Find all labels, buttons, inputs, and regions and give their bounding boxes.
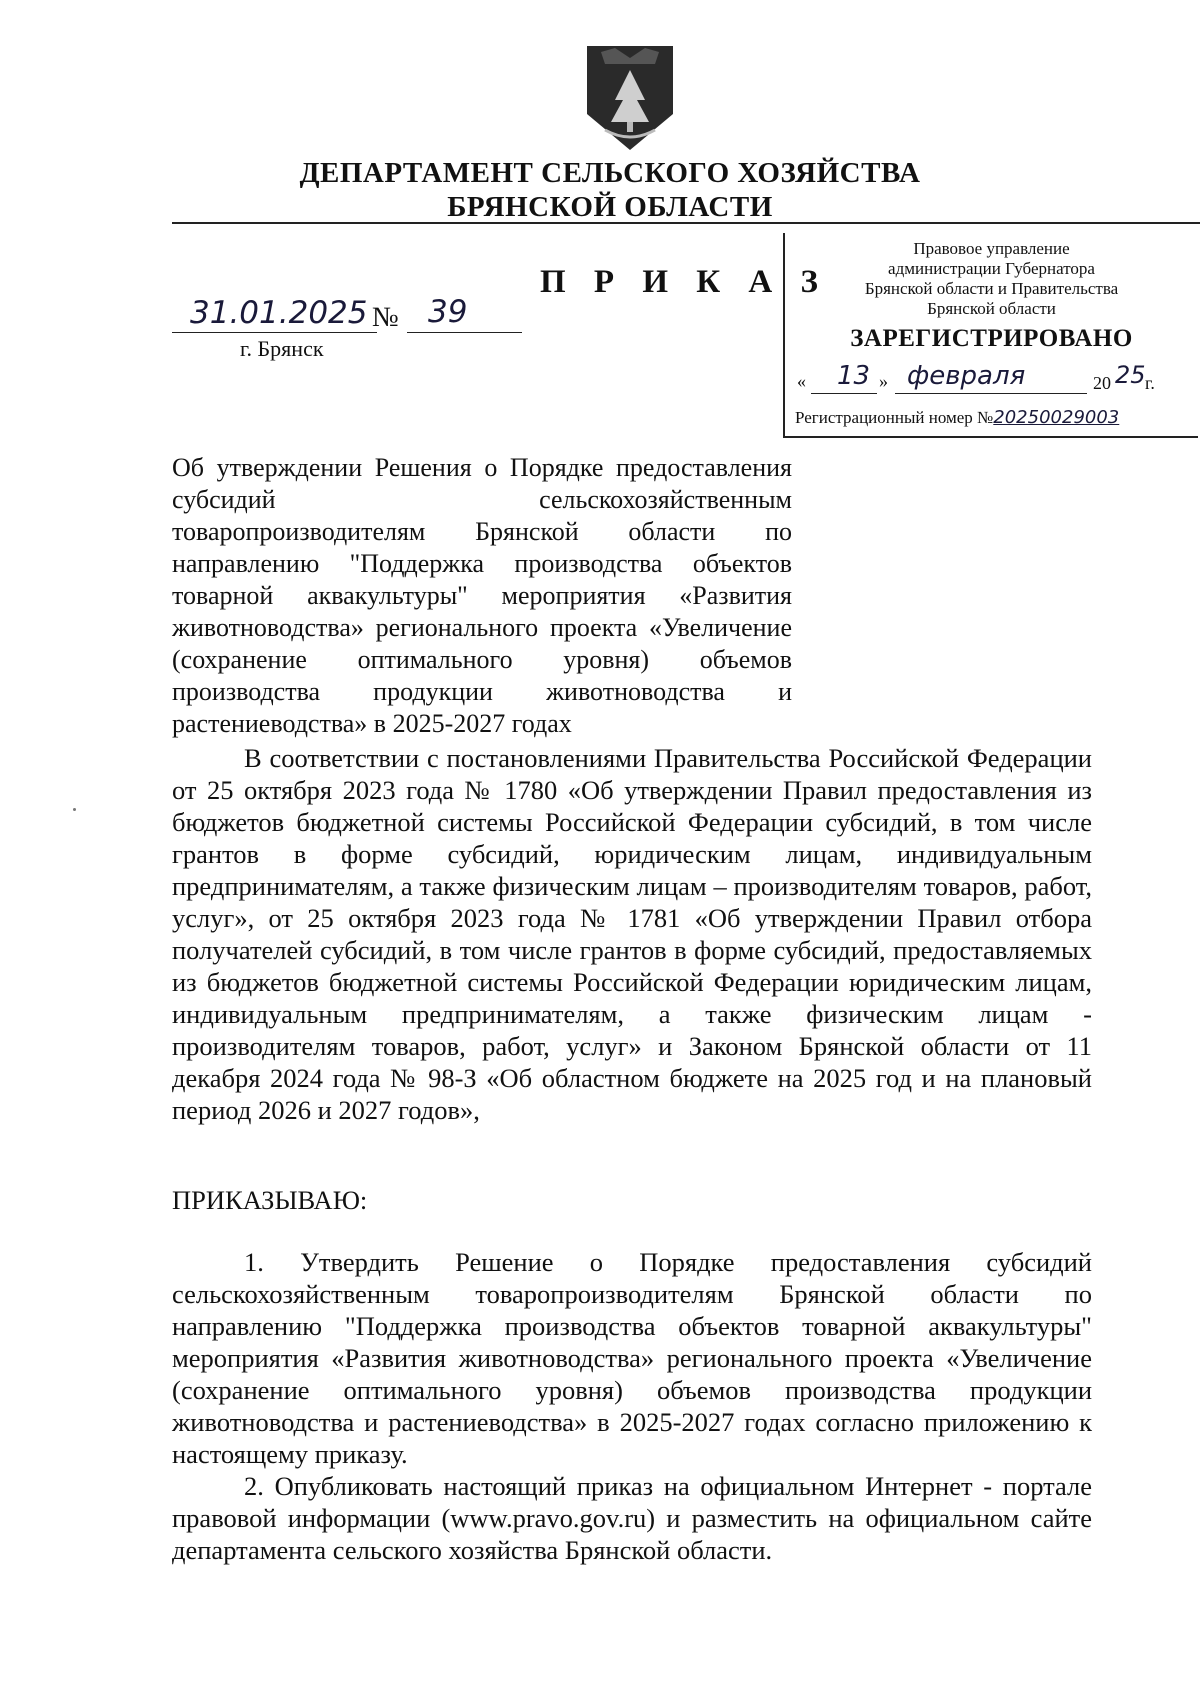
stamp-year-suffix: г. bbox=[1145, 373, 1155, 393]
order-date: 31.01.2025 bbox=[190, 295, 368, 331]
order-item-1: 1. Утвердить Решение о Порядке предоставления субсидий сельскохозяйственным товаропроизводителям Брянской области по направлению "Поддержка производства объектов товарной аквакультуры" мероприятия «Развития животноводства» регионального проекта «Увеличение (сохранение оптимального уровня) объемов производства продукции животноводства и растениеводства» в 2025-2027 годах согласно приложению к настоящему приказу. bbox=[172, 1247, 1092, 1469]
order-subject: Об утверждении Решения о Порядке предоставления субсидий сельскохозяйственным товаропроизводителям Брянской области по направлению "Поддержка производства объектов товарной аквакультуры" мероприятия «Развития животноводства» регионального проекта «Увеличение (сохранение оптимального уровня) объемов производства продукции животноводства и растениеводства» в 2025-2027 годах bbox=[172, 453, 792, 738]
stamp-line-3: Брянской области и Правительства bbox=[864, 279, 1119, 298]
preamble-paragraph: В соответствии с постановлениями Правительства Российской Федерации от 25 октября 2023 года № 1780 «Об утверждении Правил предоставления из бюджетов бюджетной системы Российской Федерации субсидий, в том числе грантов в форме субсидий, юридическим лицам, индивидуальным предпринимателям, а также физическим лицам – производителям товаров, работ, услуг», от 25 октября 2023 года № 1781 «Об утверждении Правил отбора получателей субсидий, в том числе грантов в форме субсидий, предоставляемых из бюджетов бюджетной системы Российской Федерации юридическим лицам, индивидуальным предпринимателям, а также физическим лицам - производителям товаров, работ, услуг» и Законом Брянской области от 11 декабря 2024 года № 98-З «Об областном бюджете на 2025 год и на плановый период 2026 и 2027 годов», bbox=[172, 743, 1092, 1125]
document-title: П Р И К А З bbox=[540, 264, 828, 300]
stamp-month: февраля bbox=[907, 361, 1026, 391]
city: г. Брянск bbox=[240, 336, 324, 361]
stamp-quote-open: « bbox=[797, 371, 806, 391]
stamp-reg-number bbox=[795, 407, 1119, 428]
number-sign: № bbox=[372, 302, 399, 333]
registration-stamp bbox=[783, 233, 1198, 438]
stamp-year: 25 bbox=[1115, 361, 1146, 389]
stamp-line-1: Правовое управление bbox=[913, 239, 1070, 258]
coat-of-arms-icon bbox=[585, 44, 675, 152]
order-number: 39 bbox=[428, 294, 468, 330]
reg-number-label: Регистрационный номер № bbox=[795, 408, 994, 427]
stamp-registered: ЗАРЕГИСТРИРОВАНО bbox=[850, 325, 1133, 352]
order-word: ПРИКАЗЫВАЮ: bbox=[172, 1185, 368, 1215]
department-name-line2: БРЯНСКОЙ ОБЛАСТИ bbox=[447, 191, 773, 223]
date-underline bbox=[172, 332, 377, 333]
header-divider bbox=[172, 222, 1200, 224]
number-underline bbox=[407, 332, 522, 333]
reg-number-value: 20250029003 bbox=[993, 407, 1120, 428]
stamp-line-4: Брянской области bbox=[927, 299, 1056, 318]
stamp-line-2: администрации Губернатора bbox=[888, 259, 1095, 278]
stamp-date bbox=[797, 361, 1197, 397]
scan-speck bbox=[73, 808, 76, 811]
stamp-quote-close: » bbox=[879, 371, 888, 391]
stamp-day: 13 bbox=[837, 361, 871, 391]
department-name-line1: ДЕПАРТАМЕНТ СЕЛЬСКОГО ХОЗЯЙСТВА bbox=[299, 157, 921, 189]
stamp-year-prefix: 20 bbox=[1093, 373, 1111, 393]
order-item-2: 2. Опубликовать настоящий приказ на официальном Интернет - портале правовой информации (www.pravo.gov.ru) и разместить на официальном сайте департамента сельского хозяйства Брянской области. bbox=[172, 1471, 1092, 1565]
